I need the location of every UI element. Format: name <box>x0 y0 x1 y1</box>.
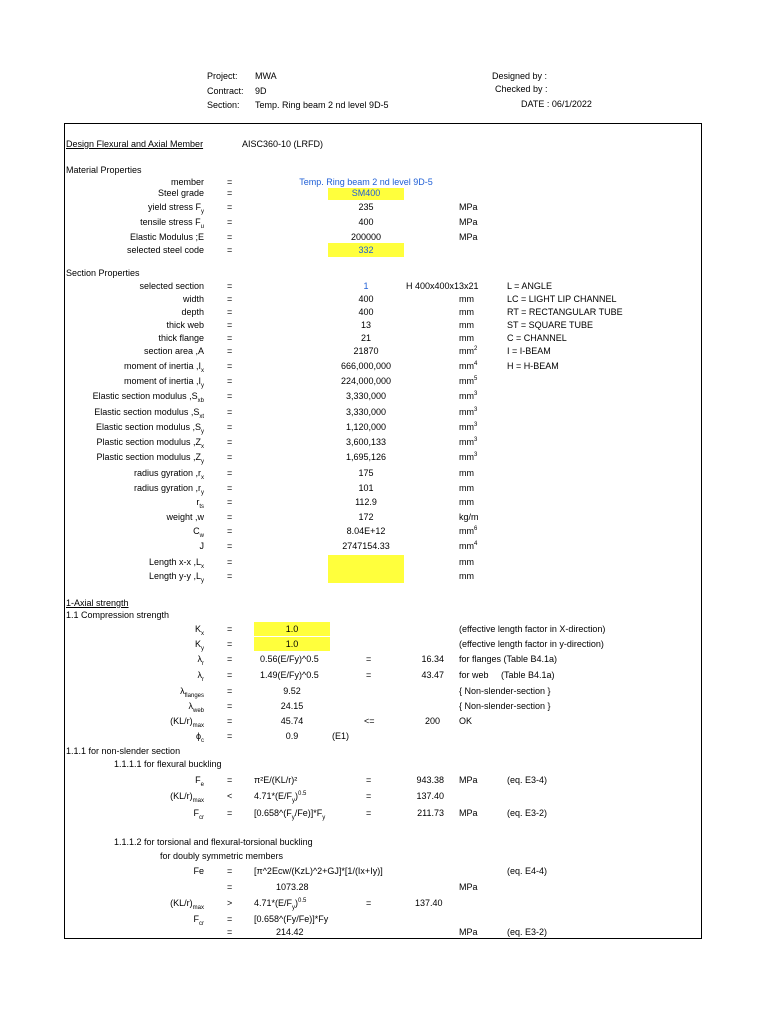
section-row-unit: mm <box>459 333 474 343</box>
section-row-unit: mm <box>459 557 474 567</box>
legend-item: RT = RECTANGULAR TUBE <box>507 307 623 317</box>
torsional-klr-value: 137.40 <box>415 898 443 908</box>
section-row-eq: = <box>227 320 233 330</box>
section-row-label: Plastic section modulus $,Z_y$ <box>96 452 204 465</box>
section-row-value: 1,120,000 <box>345 422 387 432</box>
section-row-unit: $mm^3$ <box>459 422 478 432</box>
torsional-fcr-unit: MPa <box>459 927 478 937</box>
section-row-label: depth <box>181 307 204 317</box>
torsional-fe-value: 1073.28 <box>276 882 309 892</box>
section-row-label: $C_w$ <box>193 526 204 539</box>
torsional-heading: 1.1.1.2 for torsional and flexural-torsional buckling <box>114 837 313 847</box>
fe-value: 943.38 <box>416 775 444 785</box>
section-row-label: thick web <box>166 320 204 330</box>
section-row-unit: $mm^3$ <box>459 391 478 401</box>
section-row-label: thick flange <box>158 333 204 343</box>
section-row-value: 3,330,000 <box>345 407 387 417</box>
phi-c-eq: = <box>227 731 233 741</box>
designed-by: Designed by : <box>492 71 548 81</box>
section-row-label: Elastic section modulus $,S_{xt}$ <box>94 407 204 420</box>
fe-eq: = <box>227 775 233 785</box>
section-row-unit: $mm^3$ <box>459 407 478 417</box>
section-row-label: radius gyration $,r_y$ <box>133 483 204 496</box>
torsional-fcr-ref: (eq. E3-2) <box>507 927 548 937</box>
section-row-value: 3,330,000 <box>345 391 387 401</box>
section-row-eq: = <box>227 346 233 356</box>
section-row-eq: = <box>227 571 233 581</box>
fe-expr: π²E/(KL/r)² <box>254 775 298 785</box>
torsional-fcr-expr: [0.658^(Fy/Fe)]*Fy <box>254 914 329 924</box>
lambda-web-note: { Non-slender-section } <box>459 701 551 711</box>
section-row-unit: $mm^3$ <box>459 452 478 462</box>
lambda-r-flange-value: 16.34 <box>421 654 444 664</box>
section-row-label: Length y-y $,L_y$ <box>148 571 204 584</box>
elastic-modulus-eq: = <box>227 232 233 242</box>
phi-c-value: 0.9 <box>285 731 299 741</box>
ky-eq: = <box>227 639 233 649</box>
klr-max-value: 45.74 <box>280 716 304 726</box>
date: DATE : 06/1/2022 <box>521 99 592 109</box>
lambda-r-flange-eq: = <box>227 654 233 664</box>
project-value: MWA <box>255 71 277 81</box>
klr-max-op: <= <box>364 716 375 726</box>
steel-grade-label: Steel grade <box>157 188 204 198</box>
section-row-value: 400 <box>358 307 374 317</box>
steel-code-value: 332 <box>358 245 374 255</box>
section-row-eq: = <box>227 294 233 304</box>
section-label: Section: <box>207 100 240 110</box>
steel-grade-eq: = <box>227 188 233 198</box>
yield-stress-unit: MPa <box>459 202 478 212</box>
section-row-label: $r_{ts}$ <box>196 497 204 510</box>
nonslender-klr-eq: = <box>366 791 372 801</box>
section-row-eq: = <box>227 422 233 432</box>
section-row-value: 172 <box>358 512 374 522</box>
flexural-buckling-heading: 1.1.1.1 for flexural buckling <box>114 759 222 769</box>
steel-code-label: selected steel code <box>126 245 204 255</box>
section-row-value: 8.04E+12 <box>346 526 386 536</box>
contract-value: 9D <box>255 86 267 96</box>
kx-note: (effective length factor in X-direction) <box>459 624 606 634</box>
section-row-value: 13 <box>360 320 371 330</box>
section-row-value: 224,000,000 <box>340 376 392 386</box>
ky-label: $K_y$ <box>194 639 204 652</box>
elastic-modulus-unit: MPa <box>459 232 478 242</box>
fcr-label: $F_{cr}$ <box>193 808 204 821</box>
lambda-r-web-eq2: = <box>366 670 372 680</box>
torsional-fcr-label: $F_{cr}$ <box>193 914 204 927</box>
contract-label: Contract: <box>207 86 244 96</box>
section-row-unit: mm <box>459 483 474 493</box>
legend-item: L = ANGLE <box>507 281 552 291</box>
torsional-fe-unit: MPa <box>459 882 478 892</box>
member-value: Temp. Ring beam 2 nd level 9D-5 <box>299 177 433 187</box>
section-row-value: 1,695,126 <box>345 452 387 462</box>
phi-c-ref: (E1) <box>332 731 350 741</box>
torsional-klr-expr: $4.71*(E/F_y)^{0.5}$ <box>254 898 307 911</box>
section-row-unit: mm <box>459 571 474 581</box>
section-row-eq: = <box>227 437 233 447</box>
yield-stress-eq: = <box>227 202 233 212</box>
lambda-flanges-label: $\lambda_{flanges}$ <box>180 686 204 699</box>
lambda-r-web-expr: 1.49(E/Fy)^0.5 <box>260 670 319 680</box>
lambda-web-value: 24.15 <box>280 701 304 711</box>
axial-heading: 1-Axial strength <box>66 598 129 608</box>
section-row-unit: mm <box>459 497 474 507</box>
section-row-eq: = <box>227 557 233 567</box>
section-row-unit: $mm^4$ <box>459 361 478 371</box>
section-row-eq: = <box>227 497 233 507</box>
klr-max-eq: = <box>227 716 233 726</box>
design-code: AISC360-10 (LRFD) <box>242 139 324 149</box>
section-row-label: weight ,w <box>166 512 204 522</box>
torsional-klr-label: $(KL/r)_{max}$ <box>170 898 204 911</box>
section-row-label: Plastic section modulus $,Z_x$ <box>96 437 204 450</box>
legend-item: LC = LIGHT LIP CHANNEL <box>507 294 617 304</box>
section-value: Temp. Ring beam 2 nd level 9D-5 <box>255 100 389 110</box>
kx-eq: = <box>227 624 233 634</box>
section-row-eq: = <box>227 376 233 386</box>
section-row-eq: = <box>227 361 233 371</box>
torsional-fe-ref: (eq. E4-4) <box>507 866 548 876</box>
lambda-r-flange-expr: 0.56(E/Fy)^0.5 <box>260 654 319 664</box>
section-row-value: 3,600,133 <box>345 437 387 447</box>
section-row-value: 112.9 <box>355 497 377 507</box>
yield-stress-label: yield stress $F_y$ <box>147 202 204 215</box>
section-row-eq: = <box>227 307 233 317</box>
torsional-fe-eq2: = <box>227 882 233 892</box>
nonslender-klr-value: 137.40 <box>416 791 444 801</box>
section-row-label: moment of inertia $,I_y$ <box>123 376 204 389</box>
kx-label: $K_x$ <box>194 624 204 637</box>
section-row-value: 175 <box>358 468 374 478</box>
section-row-unit: mm <box>459 320 474 330</box>
lambda-web-eq: = <box>227 701 233 711</box>
ky-note: (effective length factor in y-direction) <box>459 639 604 649</box>
lambda-r-flange-eq2: = <box>366 654 372 664</box>
member-label: member <box>170 177 204 187</box>
section-row-label: Elastic section modulus $,S_{xb}$ <box>92 391 204 404</box>
checked-by: Checked by : <box>495 84 548 94</box>
torsional-fe-expr: [π^2Ecw/(KzL)^2+GJ]*[1/(Ix+Iy)] <box>254 866 383 876</box>
torsional-fcr-eq2: = <box>227 927 233 937</box>
fcr-expr: $[0.658\^{}(F_y/Fe)]*F_y$ <box>254 808 326 821</box>
lambda-r-web-eq: = <box>227 670 233 680</box>
steel-code-eq: = <box>227 245 233 255</box>
section-row-eq: = <box>227 526 233 536</box>
section-row-eq: = <box>227 407 233 417</box>
nonslender-klr-label: $(KL/r)_{max}$ <box>170 791 204 804</box>
section-row-label: radius gyration $,r_x$ <box>133 468 204 481</box>
torsional-fe-label: Fe <box>193 866 204 876</box>
fe-unit: MPa <box>459 775 478 785</box>
tensile-stress-label: tensile stress $F_u$ <box>140 217 204 230</box>
section-row-eq: = <box>227 452 233 462</box>
klr-max-label: $(KL/r)_{max}$ <box>170 716 204 729</box>
lambda-web-label: $\lambda_{web}$ <box>188 701 204 714</box>
torsional-klr-op: > <box>227 898 233 908</box>
section-row-value: 400 <box>358 294 374 304</box>
section-row-unit: $mm^2$ <box>459 346 478 356</box>
section-row-unit: $mm^6$ <box>459 526 478 536</box>
section-row-label: selected section <box>139 281 204 291</box>
member-eq: = <box>227 177 233 187</box>
phi-c-label: $\phi_c$ <box>195 731 204 744</box>
section-row-unit: $mm^5$ <box>459 376 478 386</box>
lambda-flanges-note: { Non-slender-section } <box>459 686 551 696</box>
fe-label: $F_e$ <box>195 775 204 788</box>
elastic-modulus-value: 200000 <box>350 232 382 242</box>
section-row-eq: = <box>227 468 233 478</box>
section-row-label: moment of inertia $,I_x$ <box>123 361 204 374</box>
section-row-eq: = <box>227 281 233 291</box>
lambda-r-flange-note: for flanges (Table B4.1a) <box>459 654 558 664</box>
project-label: Project: <box>207 71 238 81</box>
section-row-eq: = <box>227 512 233 522</box>
design-title: Design Flexural and Axial Member <box>66 139 204 149</box>
nonslender-heading: 1.1.1 for non-slender section <box>66 746 181 756</box>
section-row-label: Length x-x $,L_x$ <box>148 557 204 570</box>
torsional-fcr-eq: = <box>227 914 233 924</box>
tensile-stress-unit: MPa <box>459 217 478 227</box>
section-row-value: 21 <box>360 333 371 343</box>
kx-value: 1.0 <box>285 624 299 634</box>
section-row-unit: mm <box>459 294 474 304</box>
section-row-unit: $mm^3$ <box>459 437 478 447</box>
yield-stress-value: 235 <box>358 202 374 212</box>
ky-value: 1.0 <box>285 639 299 649</box>
section-name: H 400x400x13x21 <box>406 281 479 291</box>
highlight-length-y <box>328 569 404 583</box>
klr-max-limit: 200 <box>424 716 440 726</box>
section-row-eq: = <box>227 483 233 493</box>
elastic-modulus-label: Elastic Modulus ;E <box>129 232 204 242</box>
fe-ref: (eq. E3-4) <box>507 775 548 785</box>
lambda-r-web-note: for web (Table B4.1a) <box>459 670 555 680</box>
section-row-value: 101 <box>358 483 374 493</box>
section-row-unit: mm <box>459 468 474 478</box>
legend-item: ST = SQUARE TUBE <box>507 320 593 330</box>
lambda-r-web-value: 43.47 <box>421 670 444 680</box>
tensile-stress-eq: = <box>227 217 233 227</box>
section-row-value: 21870 <box>353 346 379 356</box>
section-row-value: 1 <box>363 281 369 291</box>
nonslender-klr-expr: $4.71*(E/F_y)^{0.5}$ <box>254 791 307 804</box>
section-row-value: 666,000,000 <box>340 361 392 371</box>
doubly-symmetric-heading: for doubly symmetric members <box>160 851 284 861</box>
fcr-ref: (eq. E3-2) <box>507 808 548 818</box>
legend-item: I = I-BEAM <box>507 346 551 356</box>
lambda-flanges-value: 9.52 <box>283 686 301 696</box>
section-row-label: J <box>199 541 204 551</box>
section-row-unit: mm <box>459 307 474 317</box>
klr-max-ok: OK <box>459 716 473 726</box>
torsional-fe-eq: = <box>227 866 233 876</box>
lambda-r-web-label: $\lambda_r$ <box>197 670 204 683</box>
torsional-klr-eq: = <box>366 898 372 908</box>
section-row-value: 2747154.33 <box>342 541 390 551</box>
section-row-eq: = <box>227 391 233 401</box>
section-row-eq: = <box>227 541 233 551</box>
section-row-unit: $mm^4$ <box>459 541 478 551</box>
section-row-label: section area ,A <box>143 346 204 356</box>
fcr-value: 211.73 <box>417 808 444 818</box>
legend-item: H = H-BEAM <box>507 361 559 371</box>
lambda-flanges-eq: = <box>227 686 233 696</box>
steel-grade-value: SM400 <box>351 188 381 198</box>
fcr-eq: = <box>227 808 233 818</box>
material-heading: Material Properties <box>66 165 142 175</box>
compression-heading: 1.1 Compression strength <box>66 610 170 620</box>
highlight-length-x <box>328 555 404 569</box>
legend-item: C = CHANNEL <box>507 333 567 343</box>
section-row-eq: = <box>227 333 233 343</box>
section-row-label: Elastic section modulus $,S_y$ <box>95 422 204 435</box>
section-row-label: width <box>182 294 204 304</box>
tensile-stress-value: 400 <box>358 217 374 227</box>
nonslender-klr-op: < <box>227 791 233 801</box>
fcr-unit: MPa <box>459 808 478 818</box>
torsional-fcr-value: 214.42 <box>276 927 304 937</box>
section-row-unit: kg/m <box>459 512 479 522</box>
fe-eq2: = <box>366 775 372 785</box>
fcr-eq2: = <box>366 808 372 818</box>
lambda-r-flange-label: $\lambda_r$ <box>197 654 204 667</box>
section-heading: Section Properties <box>66 268 140 278</box>
